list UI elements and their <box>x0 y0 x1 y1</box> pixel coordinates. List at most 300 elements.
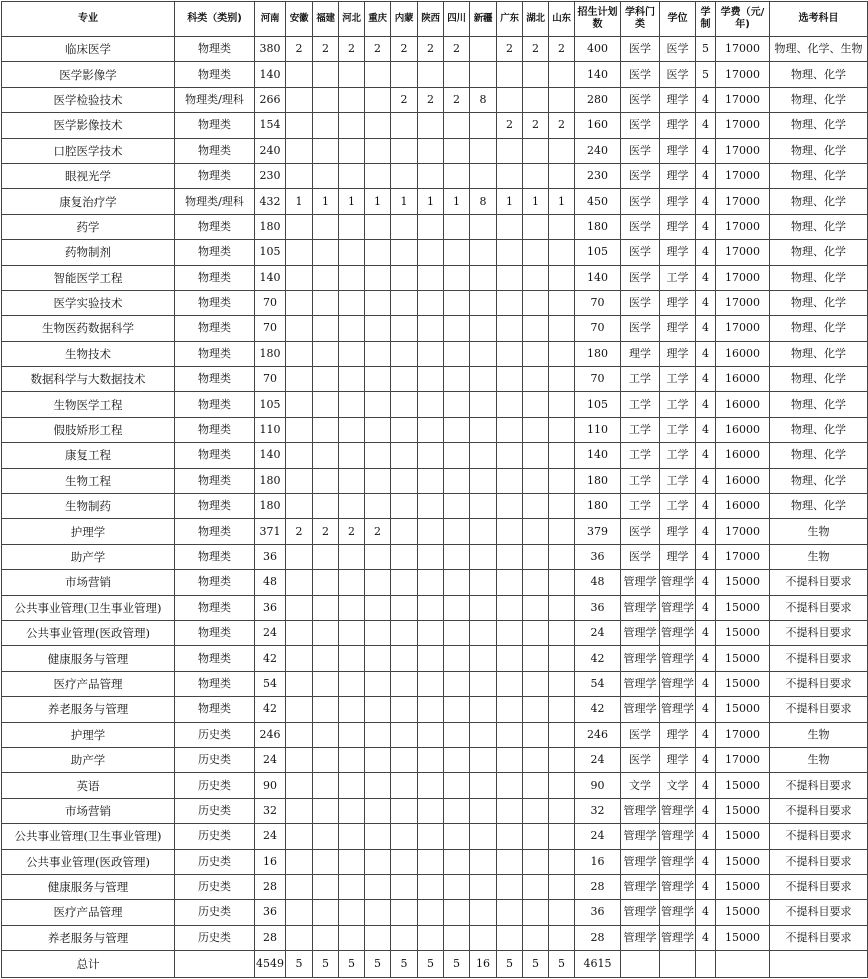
cell-sichuan <box>444 367 470 392</box>
cell-hebei <box>339 316 365 341</box>
cell-guangdong <box>497 747 523 772</box>
cell-shandong <box>549 443 575 468</box>
cell-hebei <box>339 849 365 874</box>
cell-plan-count: 110 <box>575 417 621 442</box>
cell-chongqing <box>365 925 391 950</box>
cell-category: 物理类 <box>175 240 255 265</box>
cell-degree: 管理学 <box>660 646 696 671</box>
cell-anhui <box>286 163 313 188</box>
cell-xinjiang <box>470 925 497 950</box>
cell-henan: 42 <box>255 646 286 671</box>
cell-plan-count: 36 <box>575 544 621 569</box>
cell-duration: 4 <box>696 341 716 366</box>
cell-anhui <box>286 595 313 620</box>
cell-anhui <box>286 265 313 290</box>
cell-anhui: 2 <box>286 37 313 62</box>
cell-guangdong <box>497 367 523 392</box>
cell-shaanxi <box>418 367 444 392</box>
cell-xinjiang: 8 <box>470 189 497 214</box>
cell-major: 公共事业管理(医政管理) <box>2 849 175 874</box>
cell-plan-count: 24 <box>575 747 621 772</box>
cell-henan: 230 <box>255 163 286 188</box>
cell-duration: 4 <box>696 900 716 925</box>
cell-plan-count: 42 <box>575 697 621 722</box>
cell-neimeng <box>391 747 418 772</box>
cell-shandong <box>549 925 575 950</box>
cell-major: 养老服务与管理 <box>2 925 175 950</box>
cell-guangdong <box>497 722 523 747</box>
cell-xinjiang <box>470 671 497 696</box>
cell-guangdong <box>497 697 523 722</box>
cell-guangdong <box>497 316 523 341</box>
cell-chongqing <box>365 290 391 315</box>
cell-subjects: 不提科目要求 <box>770 646 868 671</box>
cell-major: 智能医学工程 <box>2 265 175 290</box>
cell-subjects: 物理、化学 <box>770 367 868 392</box>
cell-henan: 36 <box>255 595 286 620</box>
cell-shaanxi <box>418 163 444 188</box>
cell-plan-count: 379 <box>575 519 621 544</box>
cell-shaanxi <box>418 874 444 899</box>
cell-discipline: 工学 <box>621 392 660 417</box>
cell-category: 历史类 <box>175 925 255 950</box>
table-row <box>2 747 868 772</box>
cell-plan-count: 4615 <box>575 951 621 978</box>
cell-xinjiang <box>470 494 497 519</box>
table-row <box>2 113 868 138</box>
cell-plan-count: 450 <box>575 189 621 214</box>
cell-plan-count: 24 <box>575 824 621 849</box>
table-row <box>2 798 868 823</box>
cell-shaanxi <box>418 240 444 265</box>
cell-discipline: 管理学 <box>621 697 660 722</box>
cell-xinjiang <box>470 747 497 772</box>
cell-sichuan <box>444 874 470 899</box>
cell-chongqing <box>365 443 391 468</box>
cell-hebei <box>339 214 365 239</box>
cell-xinjiang <box>470 849 497 874</box>
cell-chongqing <box>365 417 391 442</box>
cell-plan-count: 105 <box>575 392 621 417</box>
header-major: 专业 <box>2 2 175 37</box>
cell-category: 物理类 <box>175 265 255 290</box>
cell-neimeng <box>391 798 418 823</box>
cell-neimeng <box>391 316 418 341</box>
cell-plan-count: 400 <box>575 37 621 62</box>
table-row <box>2 900 868 925</box>
header-duration: 学制 <box>696 2 716 37</box>
cell-hebei <box>339 417 365 442</box>
cell-discipline: 医学 <box>621 747 660 772</box>
cell-discipline: 管理学 <box>621 570 660 595</box>
cell-tuition: 17000 <box>716 265 770 290</box>
cell-hubei <box>523 417 549 442</box>
cell-neimeng <box>391 214 418 239</box>
cell-degree: 理学 <box>660 138 696 163</box>
cell-hebei <box>339 138 365 163</box>
cell-sichuan <box>444 697 470 722</box>
cell-subjects: 物理、化学 <box>770 392 868 417</box>
cell-fujian <box>313 798 339 823</box>
cell-tuition: 17000 <box>716 519 770 544</box>
cell-sichuan: 5 <box>444 951 470 978</box>
cell-sichuan: 1 <box>444 189 470 214</box>
cell-category: 历史类 <box>175 900 255 925</box>
cell-chongqing <box>365 900 391 925</box>
cell-sichuan <box>444 316 470 341</box>
cell-subjects: 物理、化学 <box>770 494 868 519</box>
cell-tuition: 15000 <box>716 570 770 595</box>
cell-subjects: 不提科目要求 <box>770 595 868 620</box>
cell-hebei <box>339 798 365 823</box>
table-row <box>2 341 868 366</box>
cell-chongqing: 2 <box>365 37 391 62</box>
cell-anhui <box>286 290 313 315</box>
cell-duration: 4 <box>696 646 716 671</box>
header-shaanxi: 陕西 <box>418 2 444 37</box>
cell-major: 市场营销 <box>2 570 175 595</box>
cell-fujian <box>313 62 339 87</box>
table-row <box>2 773 868 798</box>
cell-plan-count: 24 <box>575 620 621 645</box>
cell-subjects: 物理、化学 <box>770 189 868 214</box>
cell-shandong: 1 <box>549 189 575 214</box>
cell-tuition: 16000 <box>716 468 770 493</box>
cell-category: 物理类 <box>175 62 255 87</box>
cell-category: 物理类 <box>175 367 255 392</box>
cell-category: 物理类 <box>175 214 255 239</box>
cell-xinjiang <box>470 138 497 163</box>
cell-sichuan <box>444 214 470 239</box>
cell-hebei <box>339 722 365 747</box>
cell-degree: 理学 <box>660 163 696 188</box>
cell-hubei <box>523 214 549 239</box>
cell-degree: 工学 <box>660 443 696 468</box>
cell-hebei <box>339 646 365 671</box>
cell-tuition: 17000 <box>716 37 770 62</box>
cell-plan-count: 140 <box>575 62 621 87</box>
cell-sichuan <box>444 773 470 798</box>
cell-guangdong <box>497 494 523 519</box>
cell-sichuan <box>444 747 470 772</box>
cell-shandong <box>549 494 575 519</box>
cell-shandong <box>549 341 575 366</box>
header-henan: 河南 <box>255 2 286 37</box>
cell-xinjiang <box>470 620 497 645</box>
cell-hebei: 1 <box>339 189 365 214</box>
cell-category: 物理类 <box>175 697 255 722</box>
cell-sichuan <box>444 443 470 468</box>
cell-sichuan <box>444 824 470 849</box>
cell-xinjiang <box>470 214 497 239</box>
header-subjects: 选考科目 <box>770 2 868 37</box>
cell-shaanxi <box>418 620 444 645</box>
total-row <box>2 951 868 978</box>
cell-major: 医疗产品管理 <box>2 900 175 925</box>
cell-henan: 180 <box>255 214 286 239</box>
cell-duration: 4 <box>696 240 716 265</box>
cell-xinjiang <box>470 519 497 544</box>
cell-hebei <box>339 443 365 468</box>
cell-henan: 16 <box>255 849 286 874</box>
cell-fujian <box>313 824 339 849</box>
cell-shandong <box>549 620 575 645</box>
cell-plan-count: 42 <box>575 646 621 671</box>
cell-anhui <box>286 773 313 798</box>
cell-degree: 理学 <box>660 722 696 747</box>
cell-duration: 4 <box>696 620 716 645</box>
cell-subjects: 物理、化学 <box>770 316 868 341</box>
cell-sichuan <box>444 925 470 950</box>
cell-subjects: 生物 <box>770 722 868 747</box>
cell-chongqing <box>365 392 391 417</box>
cell-degree: 医学 <box>660 62 696 87</box>
cell-anhui <box>286 138 313 163</box>
cell-plan-count: 28 <box>575 925 621 950</box>
cell-hubei <box>523 468 549 493</box>
cell-major: 生物医药数据科学 <box>2 316 175 341</box>
cell-shandong <box>549 240 575 265</box>
cell-neimeng <box>391 849 418 874</box>
cell-xinjiang <box>470 544 497 569</box>
cell-major: 生物技术 <box>2 341 175 366</box>
cell-shandong <box>549 265 575 290</box>
cell-chongqing <box>365 367 391 392</box>
cell-category: 物理类 <box>175 671 255 696</box>
table-row <box>2 62 868 87</box>
cell-plan-count: 16 <box>575 849 621 874</box>
cell-chongqing <box>365 671 391 696</box>
header-discipline: 学科门类 <box>621 2 660 37</box>
cell-discipline: 医学 <box>621 544 660 569</box>
cell-tuition: 16000 <box>716 367 770 392</box>
cell-sichuan <box>444 113 470 138</box>
cell-subjects: 不提科目要求 <box>770 620 868 645</box>
cell-shaanxi <box>418 773 444 798</box>
cell-discipline: 管理学 <box>621 925 660 950</box>
cell-category: 物理类 <box>175 341 255 366</box>
cell-shaanxi <box>418 138 444 163</box>
header-degree: 学位 <box>660 2 696 37</box>
cell-hubei <box>523 824 549 849</box>
cell-anhui <box>286 443 313 468</box>
cell-discipline: 理学 <box>621 341 660 366</box>
cell-hubei <box>523 722 549 747</box>
cell-degree: 理学 <box>660 113 696 138</box>
cell-anhui <box>286 468 313 493</box>
cell-fujian <box>313 367 339 392</box>
cell-neimeng <box>391 900 418 925</box>
cell-category: 物理类/理科 <box>175 189 255 214</box>
cell-shandong <box>549 417 575 442</box>
table-row <box>2 849 868 874</box>
cell-duration: 4 <box>696 443 716 468</box>
cell-chongqing <box>365 697 391 722</box>
cell-shaanxi <box>418 646 444 671</box>
cell-guangdong <box>497 163 523 188</box>
cell-hebei <box>339 163 365 188</box>
cell-discipline: 医学 <box>621 240 660 265</box>
cell-neimeng <box>391 570 418 595</box>
cell-subjects: 物理、化学 <box>770 240 868 265</box>
cell-sichuan <box>444 620 470 645</box>
cell-guangdong <box>497 519 523 544</box>
cell-fujian <box>313 341 339 366</box>
cell-hebei <box>339 925 365 950</box>
cell-neimeng: 2 <box>391 87 418 112</box>
cell-duration: 4 <box>696 189 716 214</box>
cell-guangdong <box>497 646 523 671</box>
cell-category: 物理类/理科 <box>175 87 255 112</box>
admission-plan-table <box>1 1 868 978</box>
cell-shandong <box>549 570 575 595</box>
cell-hubei <box>523 341 549 366</box>
cell-xinjiang <box>470 646 497 671</box>
cell-shaanxi <box>418 62 444 87</box>
cell-hebei <box>339 671 365 696</box>
cell-degree: 理学 <box>660 341 696 366</box>
cell-shaanxi <box>418 214 444 239</box>
cell-subjects: 物理、化学 <box>770 265 868 290</box>
cell-discipline: 管理学 <box>621 620 660 645</box>
cell-major: 助产学 <box>2 544 175 569</box>
cell-fujian: 2 <box>313 37 339 62</box>
cell-sichuan <box>444 798 470 823</box>
cell-category: 物理类 <box>175 417 255 442</box>
cell-guangdong <box>497 773 523 798</box>
cell-hebei <box>339 290 365 315</box>
cell-henan: 180 <box>255 494 286 519</box>
cell-plan-count: 48 <box>575 570 621 595</box>
cell-discipline: 医学 <box>621 722 660 747</box>
cell-shandong <box>549 900 575 925</box>
cell-fujian <box>313 773 339 798</box>
cell-degree: 工学 <box>660 392 696 417</box>
cell-hubei <box>523 849 549 874</box>
cell-henan: 42 <box>255 697 286 722</box>
cell-plan-count: 36 <box>575 900 621 925</box>
table-row <box>2 824 868 849</box>
cell-fujian <box>313 113 339 138</box>
cell-guangdong <box>497 392 523 417</box>
cell-chongqing <box>365 722 391 747</box>
cell-subjects: 不提科目要求 <box>770 925 868 950</box>
cell-tuition: 17000 <box>716 722 770 747</box>
cell-tuition: 15000 <box>716 697 770 722</box>
cell-degree: 管理学 <box>660 595 696 620</box>
cell-major: 总计 <box>2 951 175 978</box>
cell-shaanxi <box>418 544 444 569</box>
cell-anhui <box>286 367 313 392</box>
cell-anhui <box>286 62 313 87</box>
cell-henan: 140 <box>255 443 286 468</box>
cell-chongqing <box>365 468 391 493</box>
cell-sichuan <box>444 849 470 874</box>
cell-shandong <box>549 849 575 874</box>
cell-major: 公共事业管理(医政管理) <box>2 620 175 645</box>
cell-neimeng: 1 <box>391 189 418 214</box>
cell-henan: 28 <box>255 925 286 950</box>
cell-chongqing <box>365 747 391 772</box>
table-row <box>2 620 868 645</box>
cell-anhui <box>286 849 313 874</box>
cell-guangdong <box>497 900 523 925</box>
cell-anhui <box>286 113 313 138</box>
table-row <box>2 392 868 417</box>
cell-fujian <box>313 163 339 188</box>
cell-duration: 4 <box>696 824 716 849</box>
cell-major: 药物制剂 <box>2 240 175 265</box>
table-row <box>2 417 868 442</box>
table-row <box>2 544 868 569</box>
cell-plan-count: 32 <box>575 798 621 823</box>
cell-henan: 240 <box>255 138 286 163</box>
cell-plan-count: 36 <box>575 595 621 620</box>
table-row <box>2 494 868 519</box>
cell-degree: 理学 <box>660 189 696 214</box>
cell-tuition: 16000 <box>716 341 770 366</box>
cell-major: 健康服务与管理 <box>2 874 175 899</box>
cell-shandong <box>549 316 575 341</box>
cell-degree: 工学 <box>660 417 696 442</box>
cell-category: 物理类 <box>175 443 255 468</box>
cell-guangdong <box>497 240 523 265</box>
cell-hebei <box>339 595 365 620</box>
cell-guangdong: 5 <box>497 951 523 978</box>
cell-duration: 4 <box>696 519 716 544</box>
cell-sichuan <box>444 392 470 417</box>
cell-chongqing <box>365 849 391 874</box>
cell-fujian <box>313 392 339 417</box>
cell-tuition: 15000 <box>716 646 770 671</box>
cell-category: 物理类 <box>175 163 255 188</box>
cell-anhui <box>286 341 313 366</box>
cell-plan-count: 70 <box>575 316 621 341</box>
cell-neimeng <box>391 494 418 519</box>
cell-anhui <box>286 544 313 569</box>
cell-category: 物理类 <box>175 468 255 493</box>
cell-tuition: 17000 <box>716 138 770 163</box>
cell-discipline: 工学 <box>621 443 660 468</box>
cell-henan: 110 <box>255 417 286 442</box>
cell-fujian <box>313 849 339 874</box>
cell-neimeng <box>391 620 418 645</box>
cell-hubei <box>523 747 549 772</box>
cell-hebei <box>339 113 365 138</box>
cell-sichuan <box>444 900 470 925</box>
cell-category: 历史类 <box>175 798 255 823</box>
cell-neimeng <box>391 468 418 493</box>
cell-neimeng <box>391 138 418 163</box>
cell-hebei <box>339 341 365 366</box>
cell-degree: 管理学 <box>660 824 696 849</box>
cell-duration: 4 <box>696 290 716 315</box>
cell-hebei <box>339 874 365 899</box>
cell-fujian <box>313 417 339 442</box>
cell-tuition: 16000 <box>716 392 770 417</box>
cell-guangdong: 1 <box>497 189 523 214</box>
table-row <box>2 163 868 188</box>
cell-major: 健康服务与管理 <box>2 646 175 671</box>
cell-major: 助产学 <box>2 747 175 772</box>
cell-sichuan <box>444 417 470 442</box>
cell-hubei <box>523 163 549 188</box>
header-neimeng: 内蒙 <box>391 2 418 37</box>
cell-henan: 70 <box>255 316 286 341</box>
cell-sichuan <box>444 62 470 87</box>
cell-fujian: 1 <box>313 189 339 214</box>
cell-degree: 工学 <box>660 367 696 392</box>
